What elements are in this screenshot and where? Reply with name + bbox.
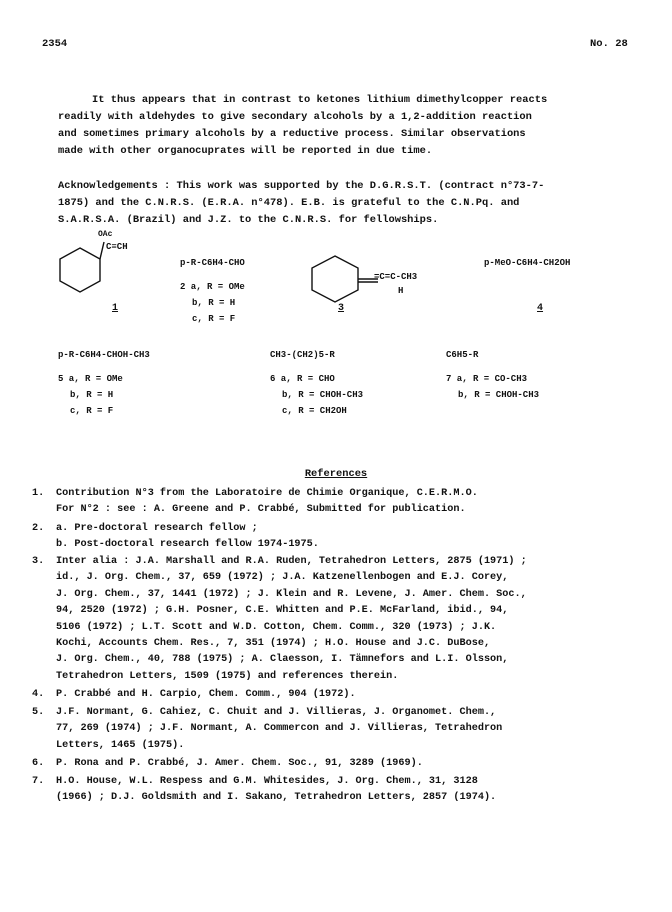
reference-line: Contribution N°3 from the Laboratoire de Chimie Organique, C.E.R.M.O. <box>56 488 478 499</box>
cyclohexane-ring-1 <box>60 248 100 292</box>
variant-6a: 6 a, R = CHO <box>270 374 335 384</box>
page-number: 2354 <box>42 38 68 50</box>
variant-2b: b, R = H <box>192 298 236 308</box>
reference-item <box>32 687 632 703</box>
reference-line: J.F. Normant, G. Cahiez, C. Chuit and J. Villieras, J. Organomet. Chem., <box>56 707 497 718</box>
variant-7b: b, R = CHOH-CH3 <box>458 390 540 400</box>
variant-2a: 2 a, R = OMe <box>180 282 245 292</box>
reference-line: Letters, 1465 (1975). <box>56 739 185 751</box>
variant-5b: b, R = H <box>70 390 114 400</box>
variant-6c: c, R = CH2OH <box>282 406 347 416</box>
reference-line: a. Pre-doctoral research fellow ; <box>56 523 258 534</box>
reference-line: For N°2 : see : A. Greene and P. Crabbé, Submitted for publication. <box>56 504 466 516</box>
reference-number: 3. <box>32 556 45 567</box>
reference-line: b. Post-doctoral research fellow 1974-1975. <box>56 539 319 551</box>
formula-6: CH3-(CH2)5-R <box>270 350 335 360</box>
reference-item <box>32 521 632 554</box>
cyclohexane-ring-3 <box>312 256 358 302</box>
variant-7a: 7 a, R = CO-CH3 <box>446 374 528 384</box>
paragraph-conclusion <box>58 92 618 160</box>
variant-5c: c, R = F <box>70 406 114 416</box>
reference-line: P. Rona and P. Crabbé, J. Amer. Chem. Soc., 91, 3289 (1969). <box>56 758 423 769</box>
reference-number: 2. <box>32 523 45 534</box>
text-line: 1875) and the C.N.R.S. (E.R.A. n°478). E.B. is grateful to the C.N.Pq. and <box>58 197 520 209</box>
reference-line: Inter alia : J.A. Marshall and R.A. Ruden, Tetrahedron Letters, 2875 (1971) ; <box>56 556 527 567</box>
oac-label: OAc <box>98 230 113 239</box>
text-line: readily with aldehydes to give secondary alcohols by a 1,2-addition reaction <box>58 111 532 123</box>
reference-item <box>32 774 632 807</box>
formula-5: p-R-C6H4-CHOH-CH3 <box>58 350 150 360</box>
reference-number: 1. <box>32 488 45 499</box>
text-line: It thus appears that in contrast to ketones lithium dimethylcopper reacts <box>92 94 548 106</box>
reference-line: Kochi, Accounts Chem. Res., 7, 351 (1974) ; H.O. House and J.C. DuBose, <box>56 638 491 650</box>
references-heading <box>0 468 672 480</box>
reference-item <box>32 705 632 754</box>
reference-line: id., J. Org. Chem., 37, 659 (1972) ; J.A. Katzenellenbogen and E.J. Corey, <box>56 572 509 584</box>
variant-6b: b, R = CHOH-CH3 <box>282 390 364 400</box>
reference-number: 7. <box>32 776 45 787</box>
text-line: Acknowledgements : This work was supported by the D.G.R.S.T. (contract n°73-7- <box>58 180 545 192</box>
reference-line: P. Crabbé and H. Carpio, Chem. Comm., 904 (1972). <box>56 689 356 700</box>
reference-line: (1966) ; D.J. Goldsmith and I. Sakano, Tetrahedron Letters, 2857 (1974). <box>56 792 497 804</box>
reference-number: 6. <box>32 758 45 769</box>
compound-number-3: 3 <box>338 303 345 314</box>
reference-line: 77, 269 (1974) ; J.F. Normant, A. Commercon and J. Villieras, Tetrahedron <box>56 723 503 735</box>
text-line: S.A.R.S.A. (Brazil) and J.Z. to the C.N.R.S. for fellowships. <box>58 214 439 226</box>
formula-4: p-MeO-C6H4-CH2OH <box>484 258 571 268</box>
reference-number: 4. <box>32 689 45 700</box>
compound-number-1: 1 <box>112 303 119 314</box>
reference-item <box>32 756 632 772</box>
structure-drawings <box>0 236 672 316</box>
references-title: References <box>304 468 368 480</box>
reference-item <box>32 486 632 519</box>
reference-line: J. Org. Chem., 37, 1441 (1972) ; J. Klein and R. Levene, J. Amer. Chem. Soc., <box>56 588 527 600</box>
reference-item <box>32 554 632 685</box>
allene-label: =C=C-CH3 <box>374 272 418 282</box>
text-line: and sometimes primary alcohols by a reductive process. Similar observations <box>58 128 526 140</box>
reference-number: 5. <box>32 707 45 718</box>
allene-h-label: H <box>398 286 404 296</box>
reference-line: 5106 (1972) ; L.T. Scott and W.D. Cotton, Chem. Comm., 320 (1973) ; J.K. <box>56 621 497 633</box>
formula-7: C6H5-R <box>446 350 479 360</box>
compound-number-4: 4 <box>537 303 544 314</box>
reference-line: 94, 2520 (1972) ; G.H. Posner, C.E. Whitten and P.E. McFarland, ibid., 94, <box>56 605 509 617</box>
issue-label: No. 28 <box>590 38 628 50</box>
reference-line: Tetrahedron Letters, 1509 (1975) and references therein. <box>56 670 399 682</box>
ethynyl-label: C≡CH <box>106 242 128 252</box>
bond-c1 <box>100 242 104 259</box>
formula-2: p-R-C6H4-CHO <box>180 258 245 268</box>
reference-line: J. Org. Chem., 40, 788 (1975) ; A. Claesson, I. Tämnefors and L.I. Olsson, <box>56 654 509 666</box>
variant-5a: 5 a, R = OMe <box>58 374 123 384</box>
acknowledgements <box>58 178 618 229</box>
text-line: made with other organocuprates will be reported in due time. <box>58 145 433 157</box>
variant-2c: c, R = F <box>192 314 236 324</box>
reference-line: H.O. House, W.L. Respess and G.M. Whitesides, J. Org. Chem., 31, 3128 <box>56 776 478 787</box>
